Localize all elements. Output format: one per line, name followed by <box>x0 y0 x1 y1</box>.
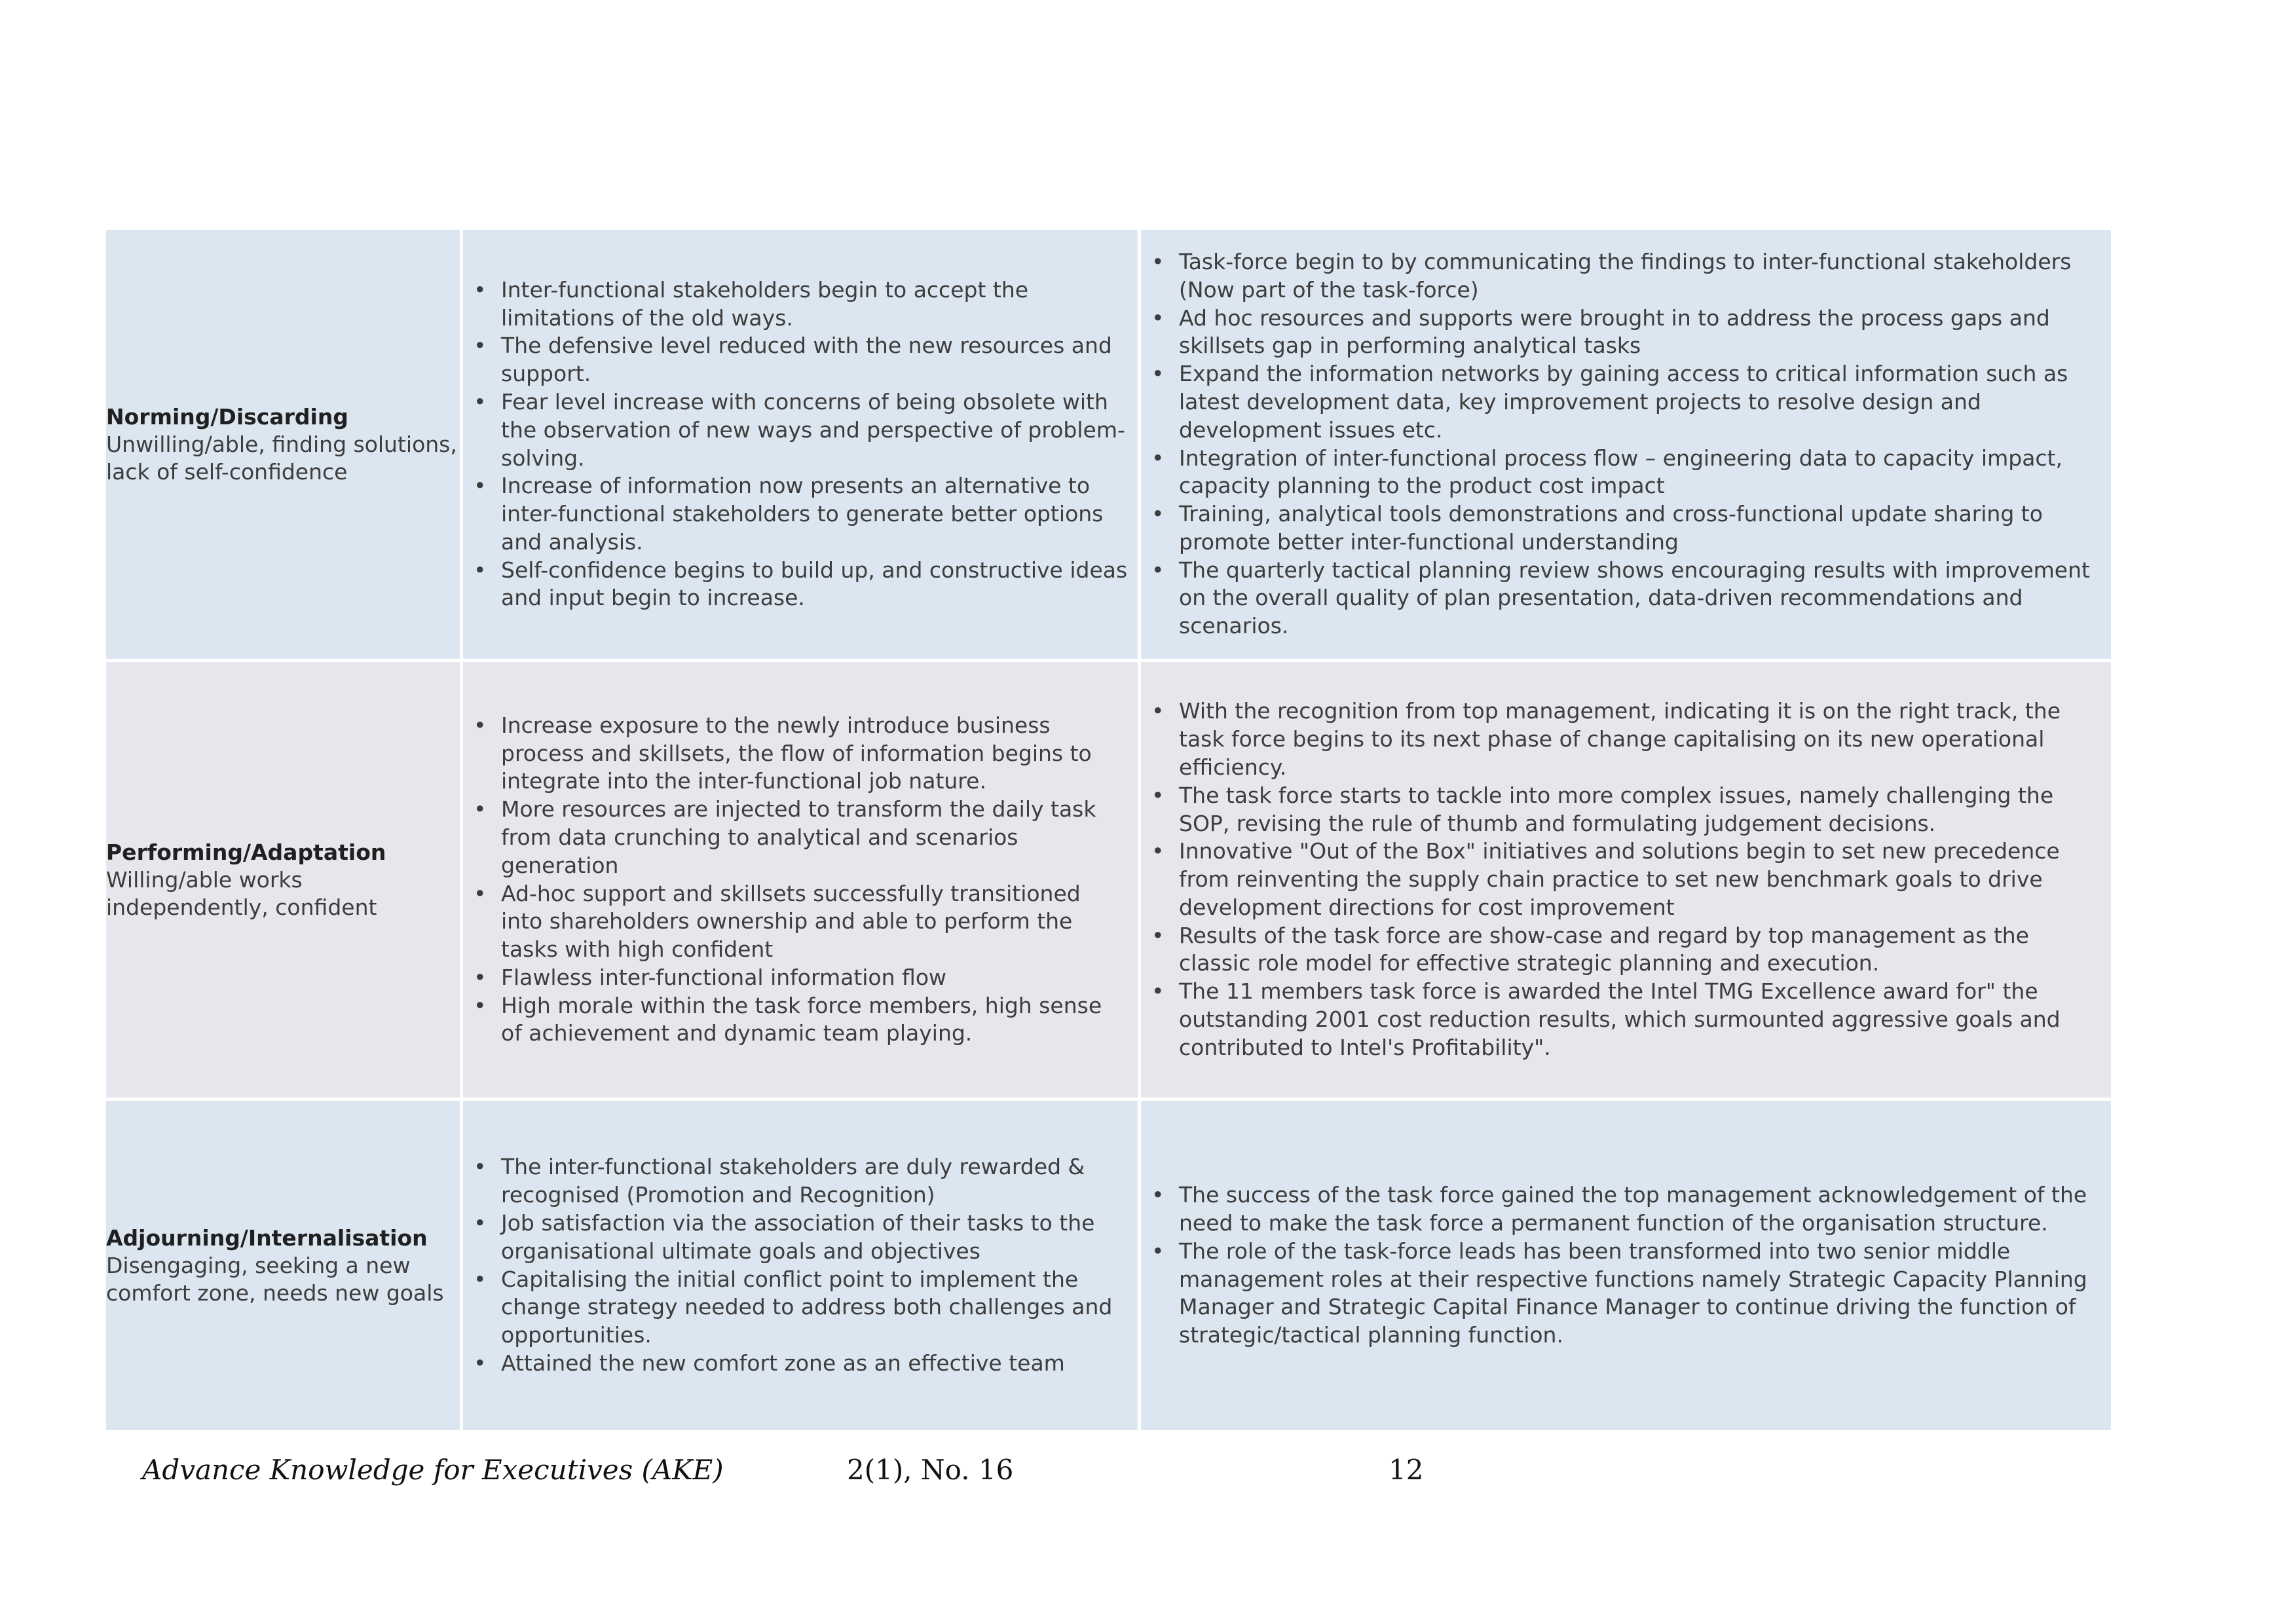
stage-name: Adjourning/Internalisation <box>106 1225 428 1251</box>
list-item: • Innovative "Out of the Box" initiatives and solutions begin to set new precedence from reinventing the supply chain practice to set new benchmark goals to drive development directions for cost improvement <box>1179 838 2102 921</box>
list-item: • Expand the information networks by gaining access to critical information such as latest development data, key improvement projects to resolve design and development issues etc. <box>1179 360 2102 444</box>
list-item: • Increase exposure to the newly introduce business process and skillsets, the flow of information begins to integrate into the inter-functional job nature. <box>501 712 1129 796</box>
table-row <box>105 1099 2113 1432</box>
bullet-list <box>463 276 1138 613</box>
task-force-action-cell <box>1140 661 2113 1099</box>
list-item: • Attained the new comfort zone as an effective team <box>501 1350 1129 1378</box>
table-row <box>105 661 2113 1099</box>
issue-number: 2(1), No. 16 <box>847 1454 1014 1486</box>
bullet-list <box>1141 1181 2111 1350</box>
list-item: • Ad hoc resources and supports were brought in to address the process gaps and skillsets gap in performing analytical tasks <box>1179 304 2102 361</box>
stage-cell <box>105 229 462 661</box>
bullet-list <box>1141 248 2111 640</box>
list-item: • Increase of information now presents an alternative to inter-functional stakeholders to generate better options and analysis. <box>501 472 1129 556</box>
table-row <box>105 229 2113 661</box>
stage-cell <box>105 1099 462 1432</box>
list-item: • The success of the task force gained the top management acknowledgement of the need to make the task force a permanent function of the organisation structure. <box>1179 1181 2102 1238</box>
list-item: • More resources are injected to transform the daily task from data crunching to analytical and scenarios generation <box>501 796 1129 879</box>
list-item: • Task-force begin to by communicating the findings to inter-functional stakeholders (Now part of the task-force) <box>1179 248 2102 304</box>
list-item: • Capitalising the initial conflict point to implement the change strategy needed to address both challenges and opportunities. <box>501 1266 1129 1350</box>
list-item: • Fear level increase with concerns of being obsolete with the observation of new ways and perspective of problem-solving. <box>501 388 1129 472</box>
list-item: • The defensive level reduced with the new resources and support. <box>501 332 1129 388</box>
journal-name: Advance Knowledge for Executives (AKE) <box>142 1454 724 1486</box>
bullet-list <box>463 1153 1138 1377</box>
stage-description: Disengaging, seeking a new comfort zone, needs new goals <box>106 1252 444 1306</box>
stage-name: Norming/Discarding <box>106 403 348 430</box>
list-item: • Flawless inter-functional information flow <box>501 964 1129 992</box>
list-item: • The 11 members task force is awarded the Intel TMG Excellence award for" the outstanding 2001 cost reduction results, which surmounted aggressive goals and contributed to Intel's Profitability". <box>1179 978 2102 1061</box>
list-item: • Results of the task force are show-case and regard by top management as the classic role model for effective strategic planning and execution. <box>1179 922 2102 978</box>
change-stages-table <box>103 227 2114 1433</box>
task-force-action-cell <box>1140 1099 2113 1432</box>
list-item: • Self-confidence begins to build up, and constructive ideas and input begin to increase. <box>501 557 1129 613</box>
list-item: • Integration of inter-functional process flow – engineering data to capacity impact, capacity planning to the product cost impact <box>1179 445 2102 501</box>
stage-name: Performing/Adaptation <box>106 839 386 865</box>
list-item: • The role of the task-force leads has been transformed into two senior middle management roles at their respective functions namely Strategic Capacity Planning Manager and Strategic Capital Finance Manager to continue driving the function of strategic/tactical planning function. <box>1179 1238 2102 1350</box>
bullet-list <box>1141 697 2111 1061</box>
list-item: • With the recognition from top management, indicating it is on the right track, the task force begins to its next phase of change capitalising on its new operational efficiency. <box>1179 697 2102 781</box>
list-item: • The task force starts to tackle into more complex issues, namely challenging the SOP, revising the rule of thumb and formulating judgement decisions. <box>1179 782 2102 838</box>
stakeholder-response-cell <box>462 1099 1140 1432</box>
list-item: • Ad-hoc support and skillsets successfully transitioned into shareholders ownership and able to perform the tasks with high confident <box>501 880 1129 964</box>
stage-description: Willing/able works independently, confident <box>106 866 377 920</box>
stage-description: Unwilling/able, finding solutions, lack of self-confidence <box>106 431 457 485</box>
page-number: 12 <box>1389 1454 1424 1486</box>
list-item: • Job satisfaction via the association of their tasks to the organisational ultimate goals and objectives <box>501 1209 1129 1266</box>
list-item: • The quarterly tactical planning review shows encouraging results with improvement on the overall quality of plan presentation, data-driven recommendations and scenarios. <box>1179 557 2102 640</box>
list-item: • The inter-functional stakeholders are duly rewarded & recognised (Promotion and Recognition) <box>501 1153 1129 1209</box>
stakeholder-response-cell <box>462 661 1140 1099</box>
task-force-action-cell <box>1140 229 2113 661</box>
list-item: • Training, analytical tools demonstrations and cross-functional update sharing to promote better inter-functional understanding <box>1179 500 2102 557</box>
bullet-list <box>463 712 1138 1048</box>
list-item: • High morale within the task force members, high sense of achievement and dynamic team playing. <box>501 992 1129 1048</box>
list-item: • Inter-functional stakeholders begin to accept the limitations of the old ways. <box>501 276 1129 333</box>
stage-cell <box>105 661 462 1099</box>
stakeholder-response-cell <box>462 229 1140 661</box>
